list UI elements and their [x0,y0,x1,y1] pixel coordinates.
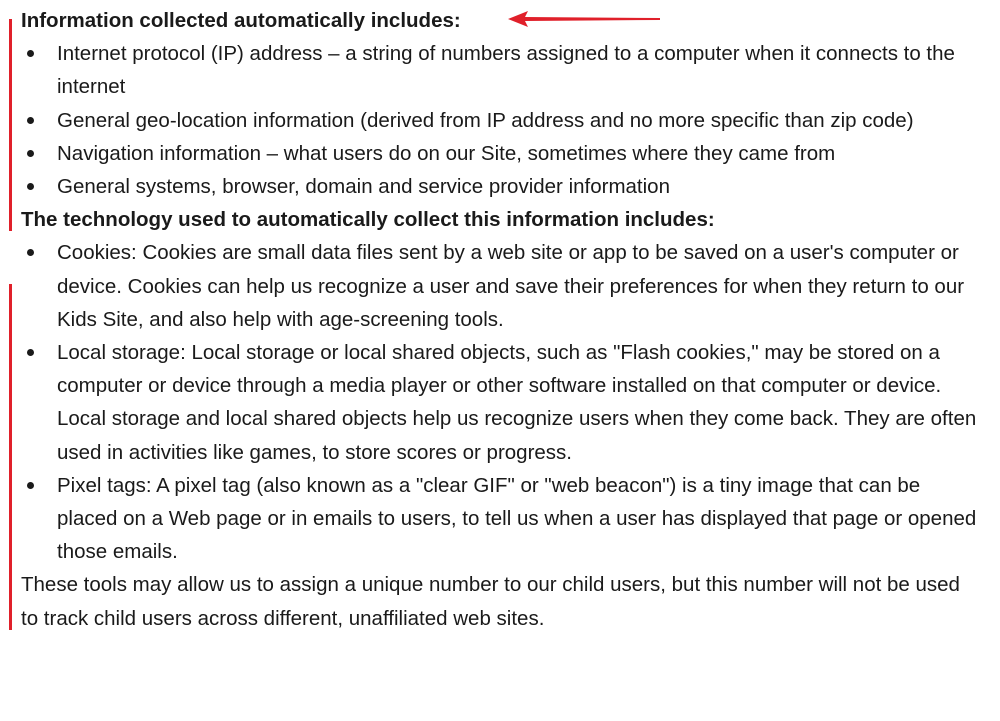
list-item: General geo-location information (derived from IP address and no more specific than zip code) [21,104,981,137]
list-item: Navigation information – what users do on our Site, sometimes where they came from [21,137,981,170]
info-collected-list [21,37,981,203]
closing-paragraph: These tools may allow us to assign a unique number to our child users, but this number will not be used to track child users across different, unaffiliated web sites. [21,573,960,630]
technology-list [21,236,981,568]
list-item: Cookies: Cookies are small data files sent by a web site or app to be saved on a user's computer or device. Cookies can help us recognize a user and save their preferences for when they return to our Kids Site, and also help with age-screening tools. [21,236,981,336]
heading-technology: The technology used to automatically collect this information includes: [21,208,715,232]
heading-info-collected: Information collected automatically includes: [21,9,461,32]
annotation-bar-bottom [9,284,12,630]
list-item: Internet protocol (IP) address – a string of numbers assigned to a computer when it connects to the internet [21,37,981,103]
list-item: General systems, browser, domain and service provider information [21,170,981,203]
list-item: Pixel tags: A pixel tag (also known as a "clear GIF" or "web beacon") is a tiny image that can be placed on a Web page or in emails to users, to tell us when a user has displayed that page or opened those emails. [21,469,981,569]
annotation-bar-top [9,19,12,231]
list-item: Local storage: Local storage or local shared objects, such as "Flash cookies," may be stored on a computer or device through a media player or other software installed on that computer or device. Local storage and local shared objects help us recognize users when they come back. They are often used in activities like games, to store scores or progress. [21,336,981,469]
document-body [21,4,981,635]
